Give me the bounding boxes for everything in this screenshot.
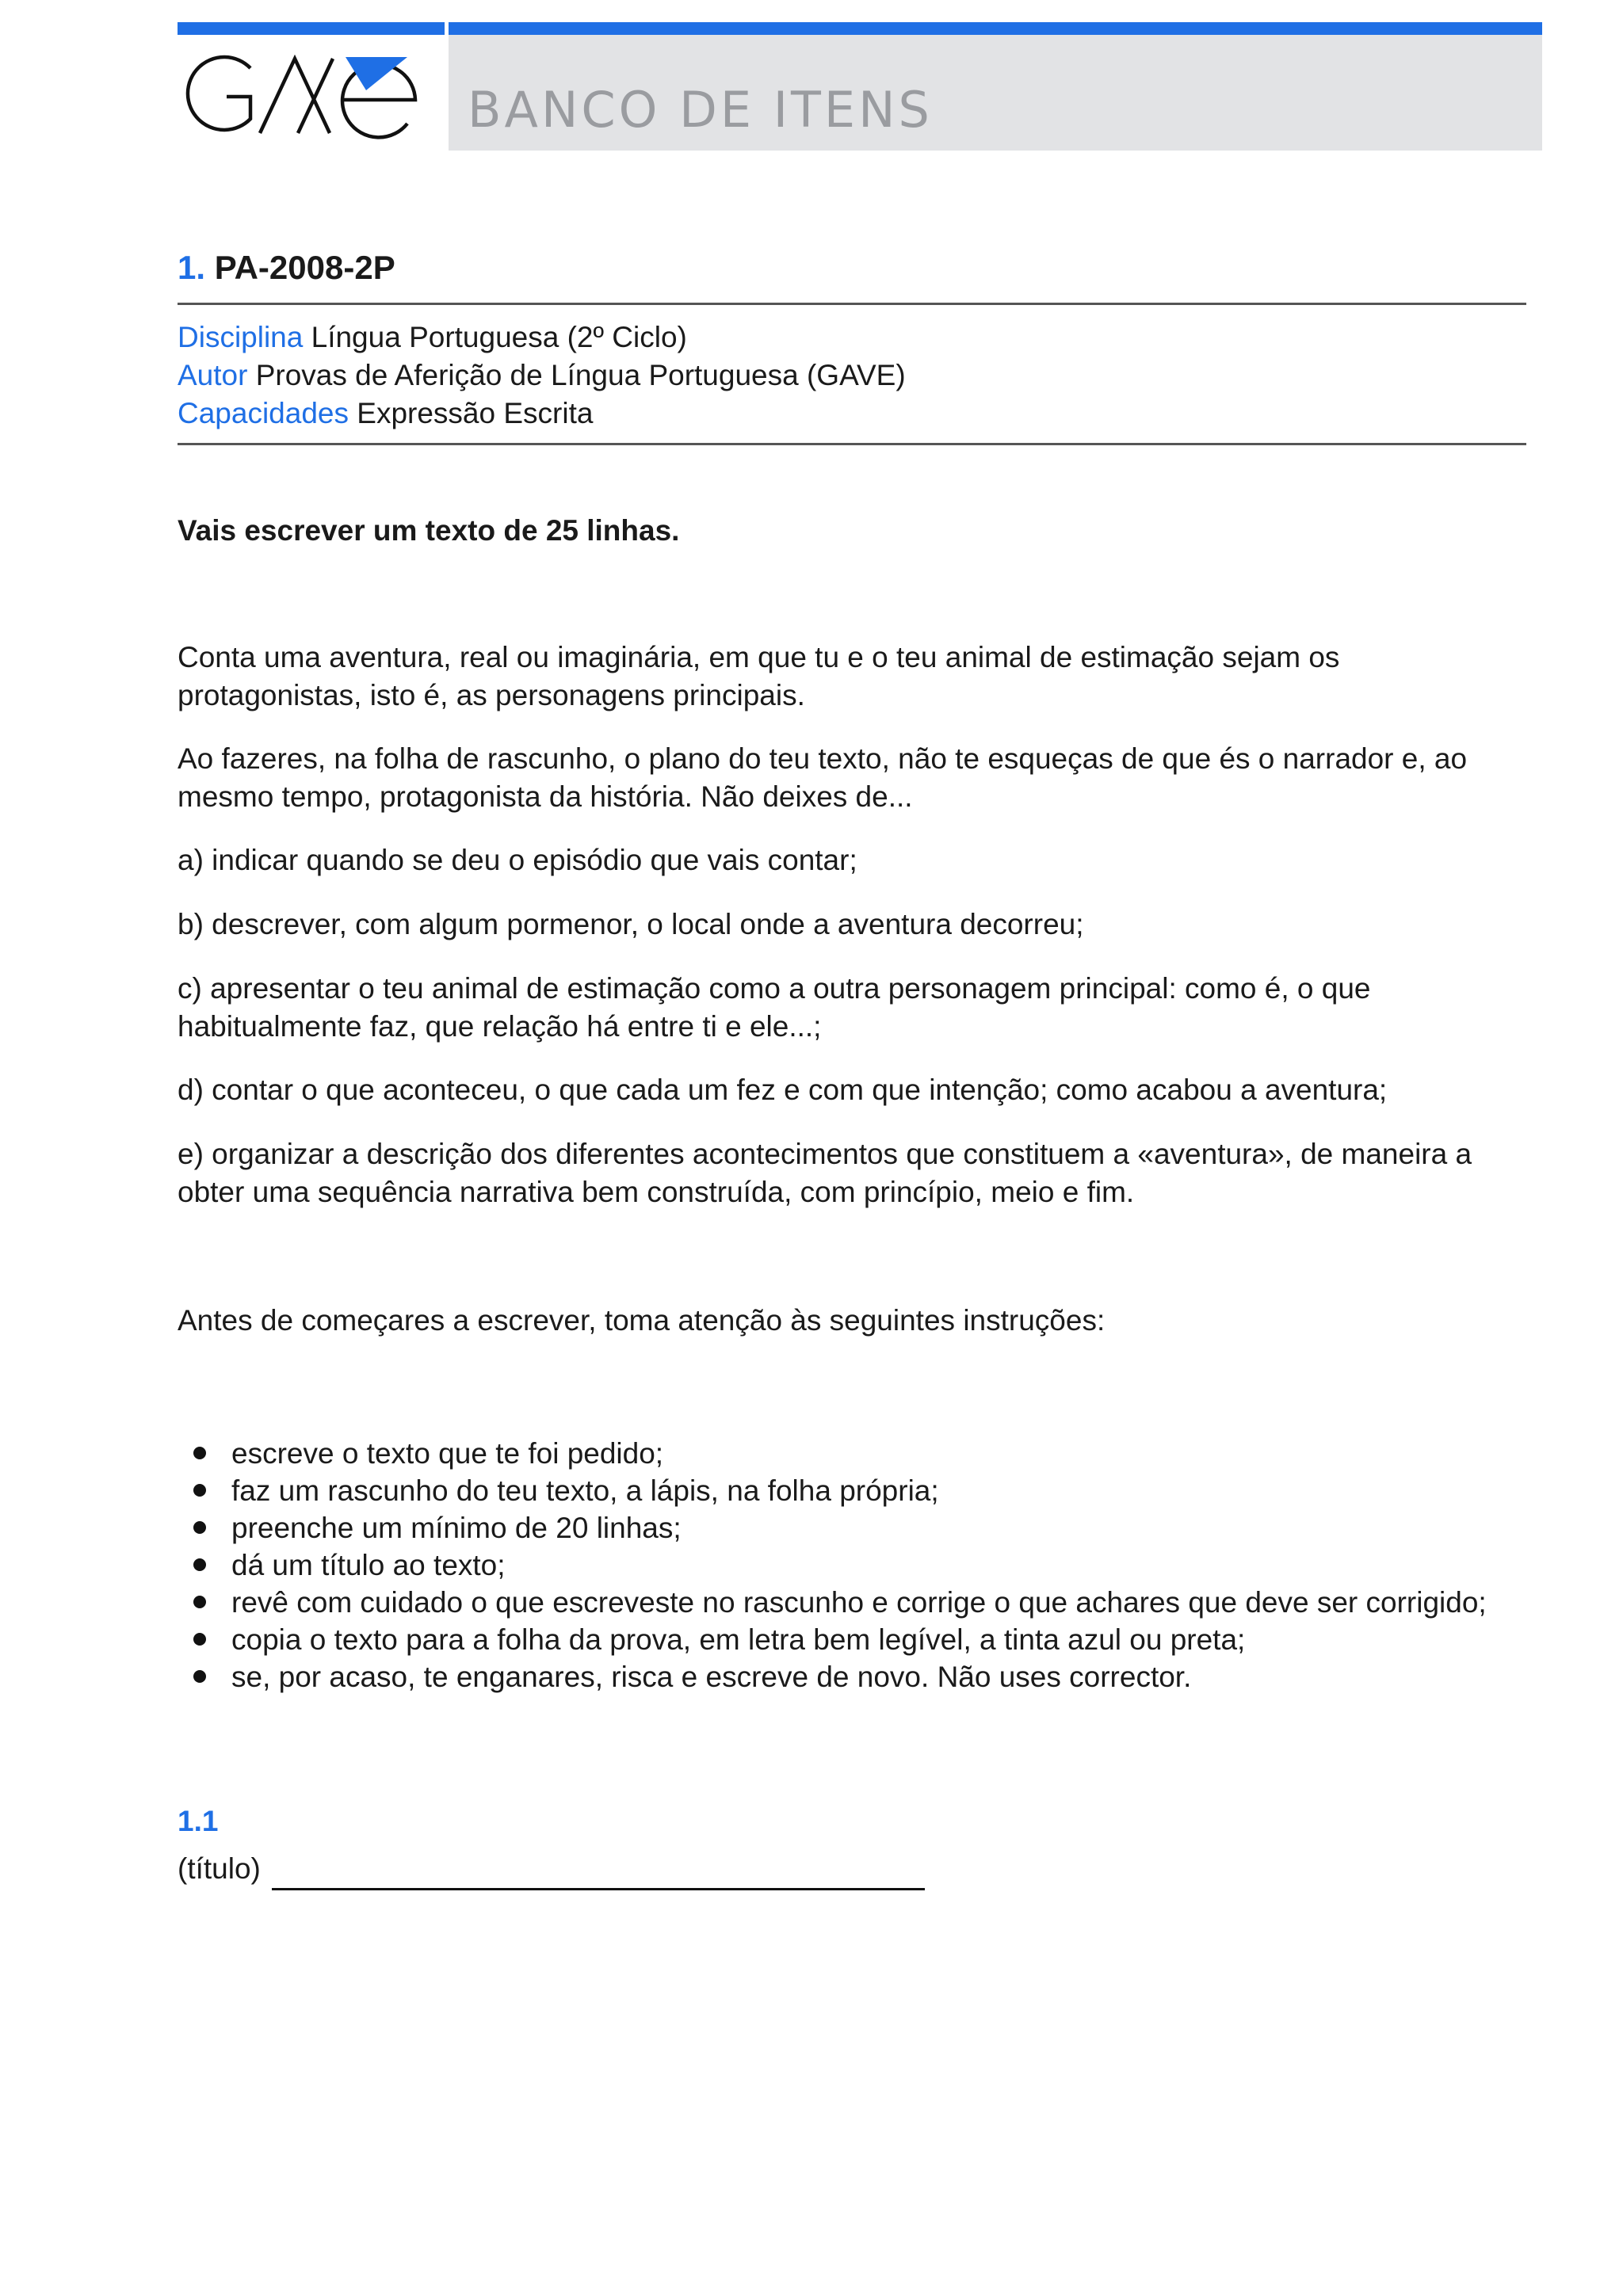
instruction-item bbox=[178, 1547, 1541, 1584]
instruction-text: copia o texto para a folha da prova, em letra bem legível, a tinta azul ou preta; bbox=[231, 1623, 1246, 1656]
instructions-list bbox=[178, 1435, 1541, 1695]
title-answer-line[interactable] bbox=[272, 1888, 925, 1890]
meta-row-capacidades bbox=[178, 395, 906, 433]
instruction-text: dá um título ao texto; bbox=[231, 1549, 506, 1581]
bullet-icon bbox=[193, 1558, 206, 1571]
title-label: (título) bbox=[178, 1852, 261, 1885]
instruction-item bbox=[178, 1584, 1541, 1621]
task-heading: Vais escrever um texto de 25 linhas. bbox=[178, 514, 680, 547]
bullet-icon bbox=[193, 1484, 206, 1497]
instruction-text: preenche um mínimo de 20 linhas; bbox=[231, 1512, 682, 1544]
header-accent-bar-left bbox=[178, 22, 445, 35]
instruction-text: faz um rascunho do teu texto, a lápis, na folha própria; bbox=[231, 1474, 939, 1507]
instruction-item bbox=[178, 1472, 1541, 1509]
divider-top bbox=[178, 303, 1526, 305]
item-metadata bbox=[178, 318, 906, 433]
instruction-text: se, por acaso, te enganares, risca e escreve de novo. Não uses corrector. bbox=[231, 1661, 1192, 1693]
instruction-item bbox=[178, 1509, 1541, 1547]
divider-bottom bbox=[178, 443, 1526, 445]
bullet-icon bbox=[193, 1633, 206, 1646]
item-code: PA-2008-2P bbox=[214, 249, 395, 286]
instruction-item bbox=[178, 1621, 1541, 1658]
list-item-b: b) descrever, com algum pormenor, o local onde a aventura decorreu; bbox=[178, 908, 1084, 940]
paragraph-1: Conta uma aventura, real ou imaginária, em que tu e o teu animal de estimação sejam os protagonistas, isto é, as personagens principais. bbox=[178, 641, 1340, 711]
meta-value: Expressão Escrita bbox=[357, 397, 594, 429]
list-item-a: a) indicar quando se deu o episódio que vais contar; bbox=[178, 844, 857, 876]
item-number: 1. bbox=[178, 249, 206, 286]
list-item-c: c) apresentar o teu animal de estimação como a outra personagem principal: como é, o que habitualmente faz, que relação há entre ti e ele...; bbox=[178, 972, 1371, 1043]
gave-logo bbox=[178, 51, 423, 139]
instruction-text: revê com cuidado o que escreveste no rascunho e corrige o que achares que deve ser corrigido; bbox=[231, 1586, 1487, 1619]
meta-key: Disciplina bbox=[178, 321, 304, 353]
instruction-text: escreve o texto que te foi pedido; bbox=[231, 1437, 664, 1470]
list-item-e: e) organizar a descrição dos diferentes acontecimentos que constituem a «aventura», de maneira a obter uma sequência narrativa bem construída, com princípio, meio e fim. bbox=[178, 1138, 1472, 1208]
banner-title: BANCO DE ITENS bbox=[468, 81, 933, 139]
instruction-item bbox=[178, 1435, 1541, 1472]
header-accent-bar-right bbox=[449, 22, 1542, 35]
meta-value: Língua Portuguesa (2º Ciclo) bbox=[311, 321, 687, 353]
meta-row-autor bbox=[178, 357, 906, 395]
meta-key: Capacidades bbox=[178, 397, 349, 429]
bullet-icon bbox=[193, 1670, 206, 1683]
question-number: 1.1 bbox=[178, 1805, 219, 1837]
bullet-icon bbox=[193, 1521, 206, 1534]
meta-key: Autor bbox=[178, 359, 248, 391]
instruction-item bbox=[178, 1658, 1541, 1695]
list-item-d: d) contar o que aconteceu, o que cada um fez e com que intenção; como acabou a aventura; bbox=[178, 1074, 1388, 1106]
banner bbox=[449, 35, 1542, 151]
item-title bbox=[178, 249, 395, 287]
bullet-icon bbox=[193, 1596, 206, 1608]
bullet-icon bbox=[193, 1447, 206, 1459]
meta-row-disciplina bbox=[178, 318, 906, 357]
meta-value: Provas de Aferição de Língua Portuguesa (GAVE) bbox=[255, 359, 906, 391]
paragraph-2: Ao fazeres, na folha de rascunho, o plano do teu texto, não te esqueças de que és o narrador e, ao mesmo tempo, protagonista da história. Não deixes de... bbox=[178, 742, 1468, 813]
instructions-intro: Antes de começares a escrever, toma atenção às seguintes instruções: bbox=[178, 1304, 1106, 1337]
